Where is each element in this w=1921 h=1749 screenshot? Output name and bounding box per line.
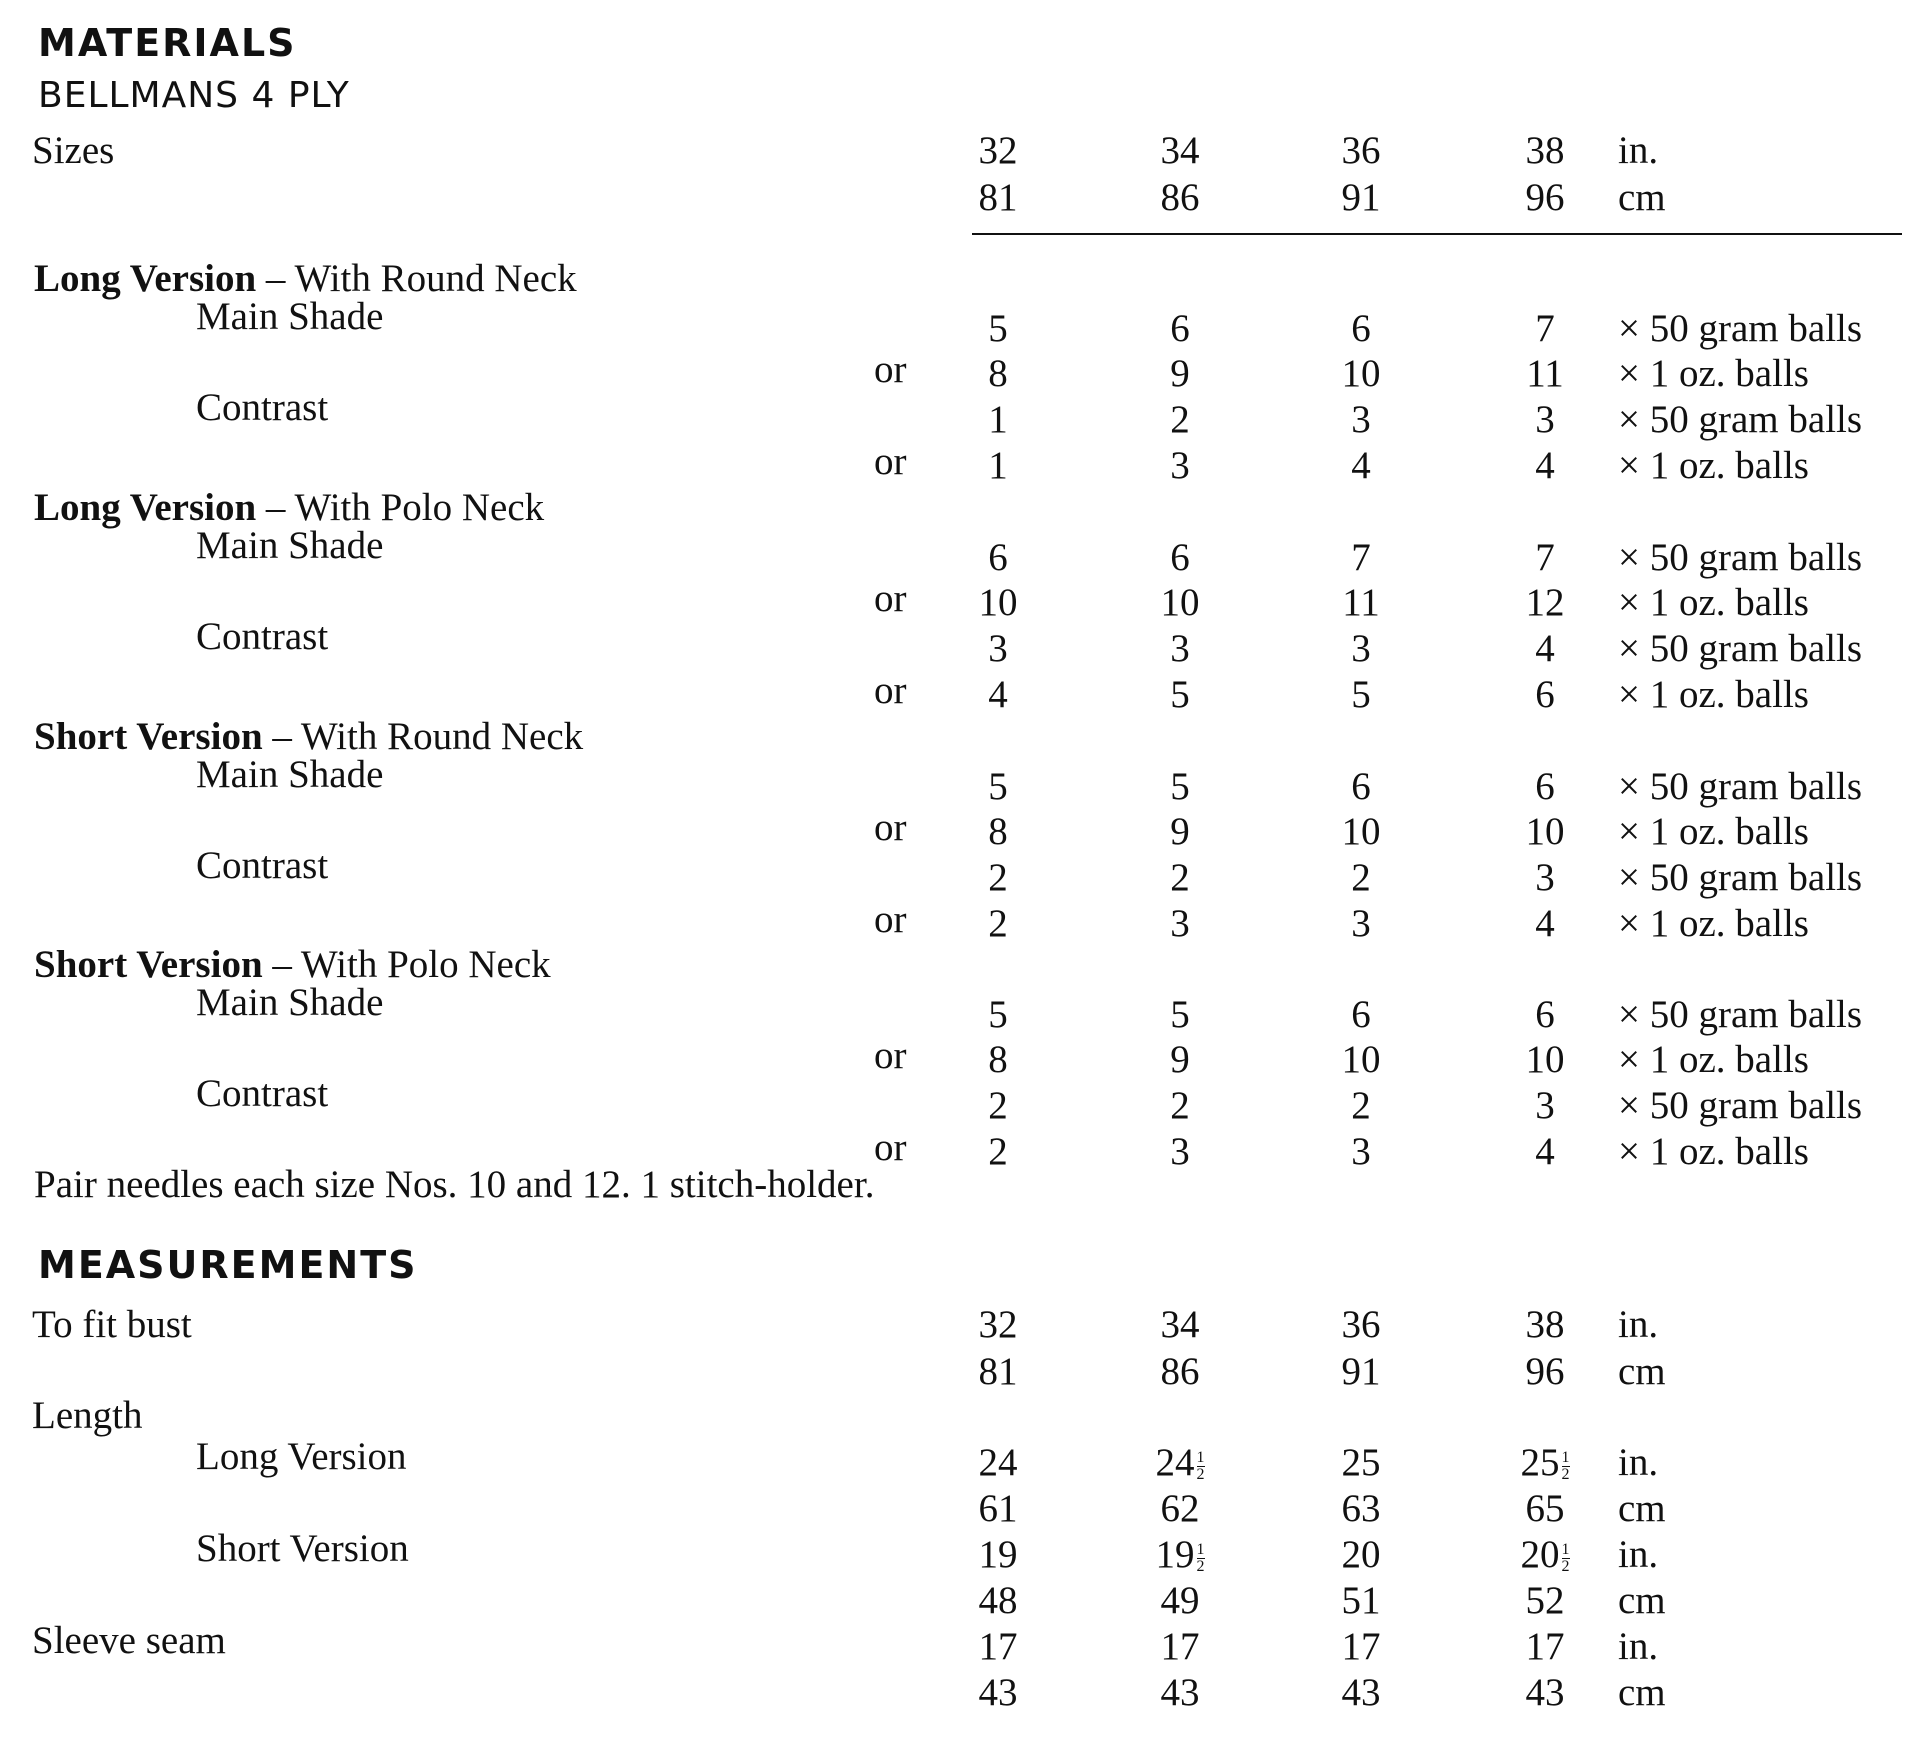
measurement-value: 19 <box>978 1533 1018 1576</box>
quantity-value: 3 <box>1535 398 1555 441</box>
quantity-value: 2 <box>988 902 1008 945</box>
bust-value: 96 <box>1525 1350 1565 1393</box>
quantity-value: 3 <box>1351 1130 1371 1173</box>
quantity-value: 3 <box>1170 902 1190 945</box>
bust-value: 81 <box>978 1350 1018 1393</box>
unit-label: × 50 gram balls <box>1618 1084 1863 1127</box>
yarn-quantity-row <box>0 439 1921 485</box>
measurement-value: 24 $\frac{1}{2}$ <box>1155 1441 1205 1484</box>
measurement-value: 17 <box>1341 1625 1381 1668</box>
version-neck: – With Round Neck <box>262 715 584 758</box>
materials-heading: MATERIALS <box>38 21 297 65</box>
quantity-value: 4 <box>1351 444 1371 487</box>
half-fraction: $\frac{1}{2}$ <box>1561 1449 1570 1483</box>
quantity-value: 9 <box>1170 810 1190 853</box>
quantity-value: 11 <box>1342 581 1380 624</box>
yarn-quantity-row <box>0 981 1921 1036</box>
measurement-value: 25 $\frac{1}{2}$ <box>1520 1441 1570 1484</box>
quantity-value: 5 <box>1170 673 1190 716</box>
yarn-quantity-row <box>0 897 1921 943</box>
measurement-value: 17 <box>978 1625 1018 1668</box>
sizes-label: Sizes <box>32 129 115 172</box>
contrast-label: Contrast <box>196 615 329 658</box>
unit-label: × 1 oz. balls <box>1618 581 1809 624</box>
yarn-quantity-row <box>0 386 1921 441</box>
quantity-value: 5 <box>1170 993 1190 1036</box>
version-name: Short Version <box>34 943 263 986</box>
header-rule <box>972 233 1902 235</box>
quantity-value: 2 <box>1170 398 1190 441</box>
unit-label: in. <box>1618 1625 1659 1668</box>
quantity-value: 7 <box>1351 536 1371 579</box>
measurement-value: 51 <box>1341 1579 1381 1622</box>
bust-value: 91 <box>1341 1350 1381 1393</box>
bust-label: To fit bust <box>32 1303 192 1346</box>
quantity-value: 3 <box>1351 398 1371 441</box>
unit-label: in. <box>1618 129 1659 172</box>
measurement-value: 63 <box>1341 1487 1381 1530</box>
yarn-quantity-row <box>0 1072 1921 1127</box>
size-value: 91 <box>1341 176 1381 219</box>
unit-label: × 1 oz. balls <box>1618 352 1809 395</box>
measurement-value: 52 <box>1525 1579 1565 1622</box>
quantity-value: 5 <box>1170 765 1190 808</box>
quantity-value: 3 <box>1535 1084 1555 1127</box>
quantity-value: 4 <box>1535 444 1555 487</box>
quantity-value: 8 <box>988 810 1008 853</box>
sizes-row-cm <box>0 175 1921 221</box>
main-shade-label: Main Shade <box>196 981 384 1024</box>
quantity-value: 7 <box>1535 307 1555 350</box>
quantity-value: 4 <box>1535 902 1555 945</box>
contrast-label: Contrast <box>196 1072 329 1115</box>
quantity-value: 1 <box>988 444 1008 487</box>
yarn-quantity-row <box>0 524 1921 579</box>
length-row <box>0 1393 1921 1439</box>
quantity-value: 6 <box>1351 993 1371 1036</box>
version-neck: – With Polo Neck <box>262 943 551 986</box>
quantity-value: 7 <box>1535 536 1555 579</box>
unit-label: × 1 oz. balls <box>1618 1130 1809 1173</box>
quantity-value: 2 <box>988 856 1008 899</box>
measurement-value: 43 <box>1160 1671 1200 1714</box>
quantity-value: 3 <box>1170 627 1190 670</box>
measurement-value: 43 <box>978 1671 1018 1714</box>
quantity-value: 6 <box>1535 673 1555 716</box>
quantity-value: 6 <box>988 536 1008 579</box>
quantity-value: 2 <box>988 1130 1008 1173</box>
quantity-value: 10 <box>1341 352 1381 395</box>
quantity-value: 4 <box>988 673 1008 716</box>
or-label: or <box>874 1034 907 1077</box>
sleeve-seam-label: Sleeve seam <box>32 1619 226 1662</box>
sleeve-row-in <box>0 1619 1921 1670</box>
quantity-value: 6 <box>1170 536 1190 579</box>
quantity-value: 4 <box>1535 627 1555 670</box>
unit-label: × 50 gram balls <box>1618 993 1863 1036</box>
measurement-value: 19 $\frac{1}{2}$ <box>1155 1533 1205 1576</box>
unit-label: × 1 oz. balls <box>1618 1038 1809 1081</box>
measurement-value: 20 $\frac{1}{2}$ <box>1520 1533 1570 1576</box>
quantity-value: 3 <box>1351 902 1371 945</box>
size-value: 36 <box>1341 129 1381 172</box>
half-fraction: $\frac{1}{2}$ <box>1196 1449 1205 1483</box>
size-value: 81 <box>978 176 1018 219</box>
or-label: or <box>874 669 907 712</box>
unit-label: × 50 gram balls <box>1618 765 1863 808</box>
measurement-value: 49 <box>1160 1579 1200 1622</box>
quantity-value: 11 <box>1526 352 1564 395</box>
measurement-value: 48 <box>978 1579 1018 1622</box>
bust-value: 86 <box>1160 1350 1200 1393</box>
short-row-cm <box>0 1578 1921 1624</box>
unit-label: cm <box>1618 1579 1666 1622</box>
size-value: 86 <box>1160 176 1200 219</box>
yarn-quantity-row <box>0 844 1921 899</box>
unit-label: × 1 oz. balls <box>1618 902 1809 945</box>
quantity-value: 6 <box>1351 765 1371 808</box>
contrast-label: Contrast <box>196 844 329 887</box>
version-neck: – With Round Neck <box>256 257 577 300</box>
bust-value: 34 <box>1160 1303 1200 1346</box>
or-label: or <box>874 806 907 849</box>
or-label: or <box>874 1126 907 1169</box>
sizes-row-in <box>0 128 1921 174</box>
measurement-value: 62 <box>1160 1487 1200 1530</box>
yarn-quantity-row <box>0 295 1921 350</box>
measurement-value: 24 <box>978 1441 1018 1484</box>
version-name: Long Version <box>34 257 257 300</box>
quantity-value: 2 <box>1170 856 1190 899</box>
quantity-value: 3 <box>1170 444 1190 487</box>
quantity-value: 6 <box>1535 765 1555 808</box>
quantity-value: 5 <box>988 307 1008 350</box>
main-shade-label: Main Shade <box>196 295 384 338</box>
unit-label: in. <box>1618 1303 1659 1346</box>
yarn-quantity-row <box>0 753 1921 808</box>
quantity-value: 2 <box>988 1084 1008 1127</box>
quantity-value: 6 <box>1170 307 1190 350</box>
half-fraction: $\frac{1}{2}$ <box>1561 1541 1570 1575</box>
long-row-in <box>0 1435 1921 1486</box>
unit-label: × 1 oz. balls <box>1618 444 1809 487</box>
bust-value: 38 <box>1525 1303 1565 1346</box>
short-version-label: Short Version <box>196 1527 409 1570</box>
measurement-value: 17 <box>1160 1625 1200 1668</box>
measurements-heading: MEASUREMENTS <box>38 1243 418 1287</box>
quantity-value: 5 <box>988 765 1008 808</box>
or-label: or <box>874 348 907 391</box>
measurement-value: 61 <box>978 1487 1018 1530</box>
quantity-value: 8 <box>988 1038 1008 1081</box>
measurement-value: 17 <box>1525 1625 1565 1668</box>
unit-label: in. <box>1618 1441 1659 1484</box>
needles-note: Pair needles each size Nos. 10 and 12. 1 stitch-holder. <box>34 1163 875 1206</box>
measurement-value: 65 <box>1525 1487 1565 1530</box>
yarn-name: BELLMANS 4 PLY <box>38 75 350 116</box>
quantity-value: 9 <box>1170 1038 1190 1081</box>
version-name: Long Version <box>34 486 257 529</box>
size-value: 96 <box>1525 176 1565 219</box>
bust-row-in <box>0 1302 1921 1348</box>
version-name: Short Version <box>34 715 263 758</box>
quantity-value: 10 <box>978 581 1018 624</box>
measurement-value: 25 <box>1341 1441 1381 1484</box>
quantity-value: 5 <box>988 993 1008 1036</box>
quantity-value: 10 <box>1341 810 1381 853</box>
bust-value: 32 <box>978 1303 1018 1346</box>
unit-label: cm <box>1618 1671 1666 1714</box>
quantity-value: 6 <box>1535 993 1555 1036</box>
unit-label: cm <box>1618 176 1666 219</box>
quantity-value: 6 <box>1351 307 1371 350</box>
size-value: 38 <box>1525 129 1565 172</box>
quantity-value: 9 <box>1170 352 1190 395</box>
quantity-value: 3 <box>988 627 1008 670</box>
unit-label: × 50 gram balls <box>1618 398 1863 441</box>
quantity-value: 5 <box>1351 673 1371 716</box>
quantity-value: 8 <box>988 352 1008 395</box>
yarn-quantity-row <box>0 668 1921 714</box>
contrast-label: Contrast <box>196 386 329 429</box>
quantity-value: 10 <box>1525 1038 1565 1081</box>
or-label: or <box>874 440 907 483</box>
unit-label: × 1 oz. balls <box>1618 673 1809 716</box>
quantity-value: 1 <box>988 398 1008 441</box>
yarn-quantity-row <box>0 615 1921 670</box>
quantity-value: 10 <box>1160 581 1200 624</box>
half-fraction: $\frac{1}{2}$ <box>1196 1541 1205 1575</box>
quantity-value: 4 <box>1535 1130 1555 1173</box>
or-label: or <box>874 898 907 941</box>
main-shade-label: Main Shade <box>196 753 384 796</box>
measurement-value: 43 <box>1341 1671 1381 1714</box>
unit-label: × 50 gram balls <box>1618 536 1863 579</box>
measurement-value: 43 <box>1525 1671 1565 1714</box>
unit-label: × 1 oz. balls <box>1618 810 1809 853</box>
size-value: 32 <box>978 129 1018 172</box>
short-row-in <box>0 1527 1921 1578</box>
bust-row-cm <box>0 1349 1921 1395</box>
long-version-label: Long Version <box>196 1435 407 1478</box>
quantity-value: 3 <box>1351 627 1371 670</box>
unit-label: × 50 gram balls <box>1618 307 1863 350</box>
quantity-value: 2 <box>1351 1084 1371 1127</box>
unit-label: in. <box>1618 1533 1659 1576</box>
version-neck: – With Polo Neck <box>256 486 545 529</box>
unit-label: cm <box>1618 1487 1666 1530</box>
main-shade-label: Main Shade <box>196 524 384 567</box>
or-label: or <box>874 577 907 620</box>
quantity-value: 10 <box>1341 1038 1381 1081</box>
unit-label: × 50 gram balls <box>1618 627 1863 670</box>
sleeve-row-cm <box>0 1670 1921 1716</box>
length-label: Length <box>32 1394 143 1437</box>
quantity-value: 2 <box>1170 1084 1190 1127</box>
quantity-value: 12 <box>1525 581 1565 624</box>
quantity-value: 10 <box>1525 810 1565 853</box>
size-value: 34 <box>1160 129 1200 172</box>
measurement-value: 20 <box>1341 1533 1381 1576</box>
quantity-value: 2 <box>1351 856 1371 899</box>
quantity-value: 3 <box>1535 856 1555 899</box>
bust-value: 36 <box>1341 1303 1381 1346</box>
unit-label: cm <box>1618 1350 1666 1393</box>
unit-label: × 50 gram balls <box>1618 856 1863 899</box>
quantity-value: 3 <box>1170 1130 1190 1173</box>
